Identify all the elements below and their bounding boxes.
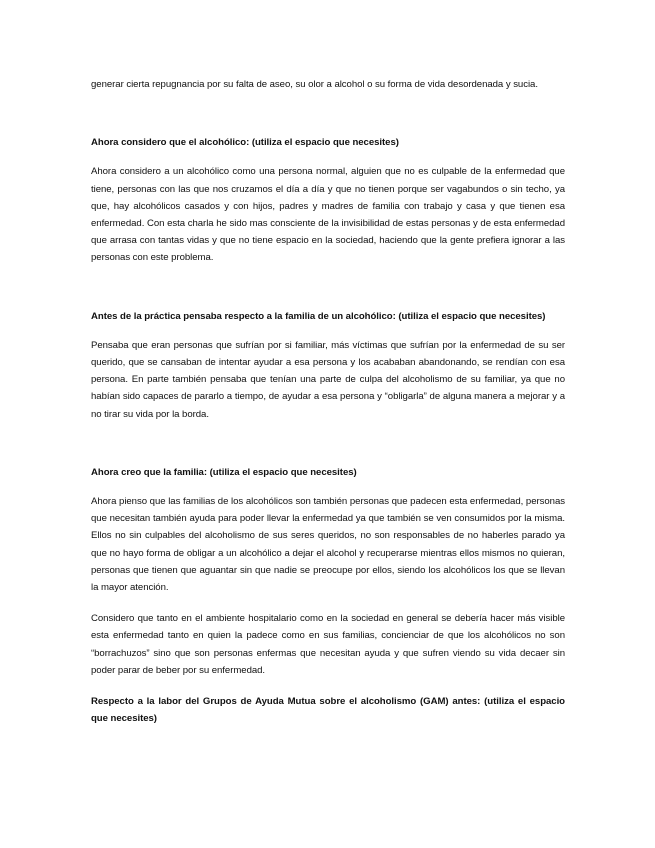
heading-before-family: Antes de la práctica pensaba respecto a la familia de un alcohólico: (utiliza el espacio que necesites) xyxy=(91,310,546,322)
spacer xyxy=(91,267,565,308)
heading-gam: Respecto a la labor del Grupos de Ayuda Mutua sobre el alcoholismo (GAM) antes: (utiliza el espacio que necesites) xyxy=(91,696,565,725)
spacer xyxy=(91,325,565,337)
spacer xyxy=(91,596,565,610)
spacer xyxy=(91,679,565,693)
paragraph-before-family: Pensaba que eran personas que sufrían por si familiar, más víctimas que sufrían por la enfermedad de su ser querido, que se cansaban de intentar ayudar a esa persona y los acababan abandonando, se rendían con esa persona. En parte también pensaba que tenían una parte de culpa del alcoholismo de su familiar, ya que no habían sido capaces de pararlo a tiempo, de ayudar a esa persona y “obligarla” de alguna manera a mejorar y a no tirar su vida por la borda. xyxy=(91,339,565,420)
spacer xyxy=(91,93,565,134)
paragraph-hospital: Considero que tanto en el ambiente hospitalario como en la sociedad en general se debería hacer más visible esta enfermedad tanto en quien la padece como en sus familias, concienciar de que los alcohólicos no son “borrachuzos” sino que son personas enfermas que necesitan ayuda y que sufren viendo su vida decaer sin poder parar de beber por su enfermedad. xyxy=(91,613,565,676)
spacer xyxy=(91,151,565,163)
paragraph-now-family: Ahora pienso que las familias de los alcohólicos son también personas que padecen esta enfermedad, personas que necesitan también ayuda para poder llevar la enfermedad ya que también se ven consumidos por la misma. Ellos no sin culpables del alcoholismo de sus seres queridos, no son responsables de no haberles parado ya que no hayo forma de obligar a un alcohólico a dejar el alcohol y recuperarse mientras ellos mismos no quieran, personas que tienen que aguantar sin que nadie se preocupe por ellos, siendo los alcohólicos los que se llevan la mayor atención. xyxy=(91,496,565,594)
heading-now-alcoholic: Ahora considero que el alcohólico: (utiliza el espacio que necesites) xyxy=(91,137,399,149)
heading-now-family: Ahora creo que la familia: (utiliza el espacio que necesites) xyxy=(91,466,357,478)
spacer xyxy=(91,423,565,464)
document-page xyxy=(91,76,565,727)
intro-paragraph: generar cierta repugnancia por su falta de aseo, su olor a alcohol o su forma de vida desordenada y sucia. xyxy=(91,79,538,90)
paragraph-now-alcoholic: Ahora considero a un alcohólico como una persona normal, alguien que no es culpable de la enfermedad que tiene, personas con las que nos cruzamos el día a día y que no tienen porque ser vagabundos o sin techo, ya que, hay alcohólicos casados y con hijos, padres y madres de familia con trabajo y casa y que tienen esa enfermedad. Con esta charla he sido mas consciente de la invisibilidad de estas personas y de esta enfermedad que arrasa con tantas vidas y que no tiene espacio en la sociedad, haciendo que la gente prefiera ignorar a las personas con este problema. xyxy=(91,166,565,264)
spacer xyxy=(91,481,565,493)
